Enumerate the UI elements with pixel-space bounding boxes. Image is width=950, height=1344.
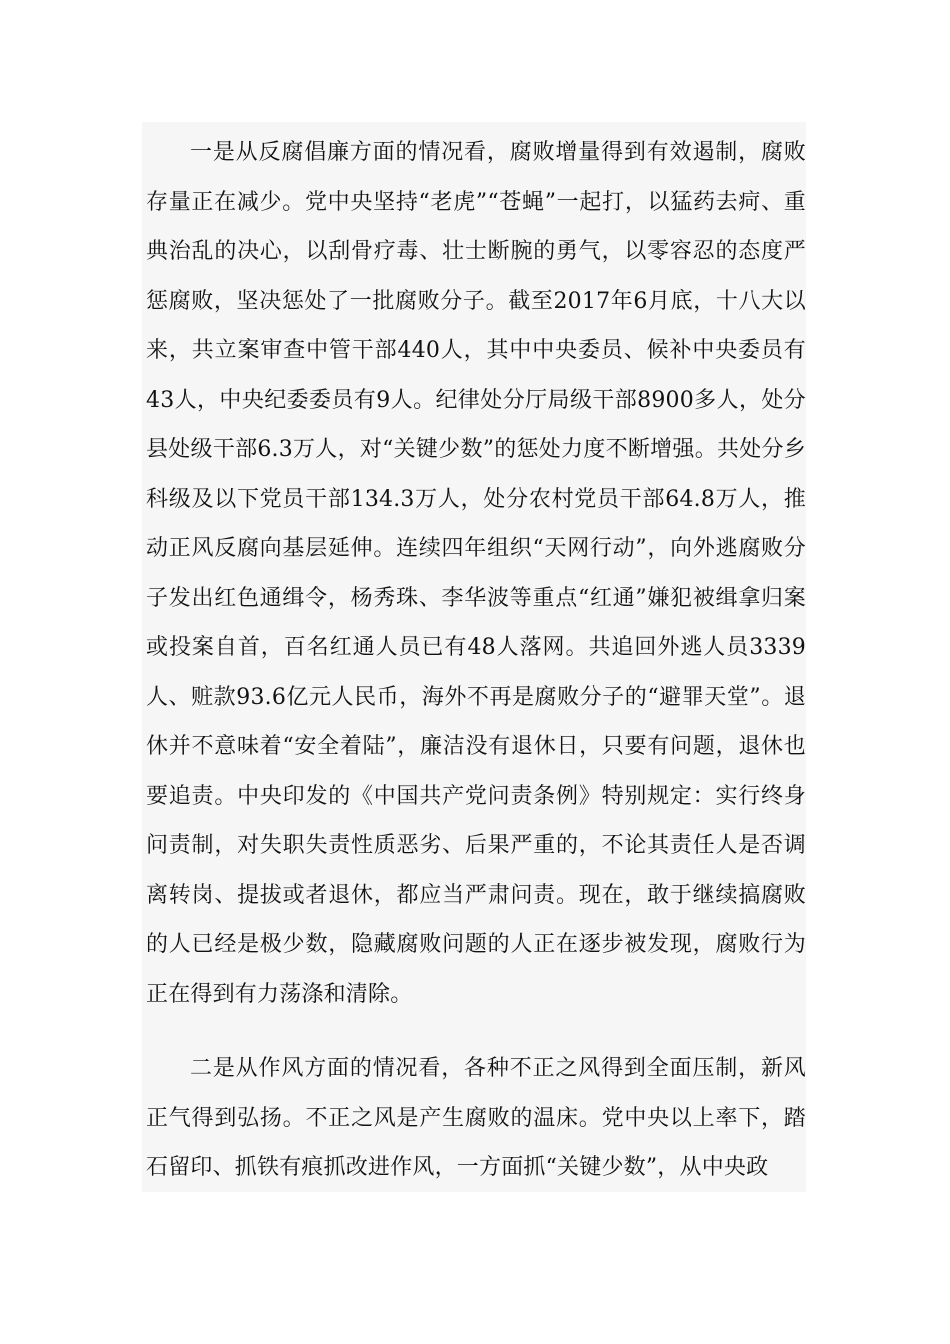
paragraph-work-style: 二是从作风方面的情况看，各种不正之风得到全面压制，新风正气得到弘扬。不正之风是产生腐败的温床。党中央以上率下，踏石留印、抓铁有痕抓改进作风，一方面抓“关键少数”，从中央政 (146, 1056, 806, 1180)
paragraph-anti-corruption: 一是从反腐倡廉方面的情况看，腐败增量得到有效遏制，腐败存量正在减少。党中央坚持“老虎”“苍蝇”一起打，以猛药去疴、重典治乱的决心，以刮骨疗毒、壮士断腕的勇气，以零容忍的态度严惩腐败，坚决惩处了一批腐败分子。截至2017年6月底，十八大以来，共立案审查中管干部440人，其中中央委员、候补中央委员有43人，中央纪委委员有9人。纪律处分厅局级干部8900多人，处分县处级干部6.3万人，对“关键少数”的惩处力度不断增强。共处分乡科级及以下党员干部134.3万人，处分农村党员干部64.8万人，推动正风反腐向基层延伸。连续四年组织“天网行动”，向外逃腐败分子发出红色通缉令，杨秀珠、李华波等重点“红通”嫌犯被缉拿归案或投案自首，百名红通人员已有48人落网。共追回外逃人员3339人、赃款93.6亿元人民币，海外不再是腐败分子的“避罪天堂”。退休并不意味着“安全着陆”，廉洁没有退休日，只要有问题，退休也要追责。中央印发的《中国共产党问责条例》特别规定：实行终身问责制，对失职失责性质恶劣、后果严重的，不论其责任人是否调离转岗、提拔或者退休，都应当严肃问责。现在，敢于继续搞腐败的人已经是极少数，隐藏腐败问题的人正在逐步被发现，腐败行为正在得到有力荡涤和清除。 (146, 140, 806, 1007)
